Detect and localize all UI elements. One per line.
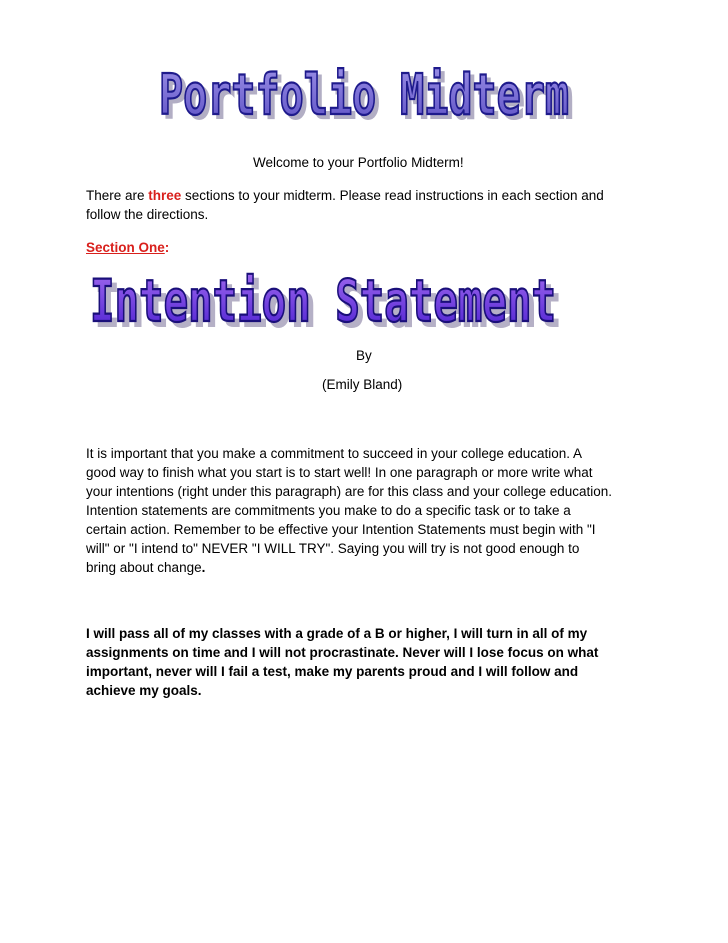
instructions-last-punct: . [201,560,206,575]
instructions-line: good way to finish what you start is to start well! In one paragraph or more write what [86,465,593,480]
statement-line: assignments on time and I will not procrastinate. Never will I lose focus on what [86,645,599,660]
title-wordart-text: Portfolio Midterm [159,63,569,128]
byline-by: By [356,348,372,363]
section-wordart-text: Intention Statement [90,267,556,335]
section-label-text: Section One [86,240,165,255]
instructions-line: your intentions (right under this paragraph) are for this class and your college education. [86,484,613,499]
intro-line-1 [86,186,604,205]
instructions-line: certain action. Remember to be effective your Intention Statements must begin with "I [86,522,596,537]
intro-line-2: follow the directions. [86,207,209,222]
instructions-line: Intention statements are commitments you make to do a specific task or to take a [86,503,571,518]
section-wordart [78,262,568,342]
instructions-line: will" or "I intend to" NEVER "I WILL TRY". Saying you will try is not good enough to [86,541,580,556]
title-wordart [140,58,590,134]
intro-post: sections to your midterm. Please read instructions in each section and [181,188,604,203]
statement-line: achieve my goals. [86,683,202,698]
section-label-colon: : [164,240,170,255]
section-label [86,238,169,257]
instructions-last-text: bring about change [86,560,202,575]
intention-statement [86,624,666,700]
title-wordart-shadow: Portfolio Midterm [163,67,573,132]
byline-author: (Emily Bland) [322,377,403,392]
instructions-line: It is important that you make a commitment to succeed in your college education. A [86,446,582,461]
instructions-last-line [86,558,666,577]
statement-line: I will pass all of my classes with a grade of a B or higher, I will turn in all of my [86,626,588,641]
welcome-text: Welcome to your Portfolio Midterm! [253,155,464,170]
intro-pre: There are [86,188,149,203]
intro-emphasis: three [148,188,182,203]
statement-line: important, never will I fail a test, make my parents proud and I will follow and [86,664,579,679]
section-wordart-shadow: Intention Statement [95,272,561,340]
instructions-paragraph [86,444,666,577]
